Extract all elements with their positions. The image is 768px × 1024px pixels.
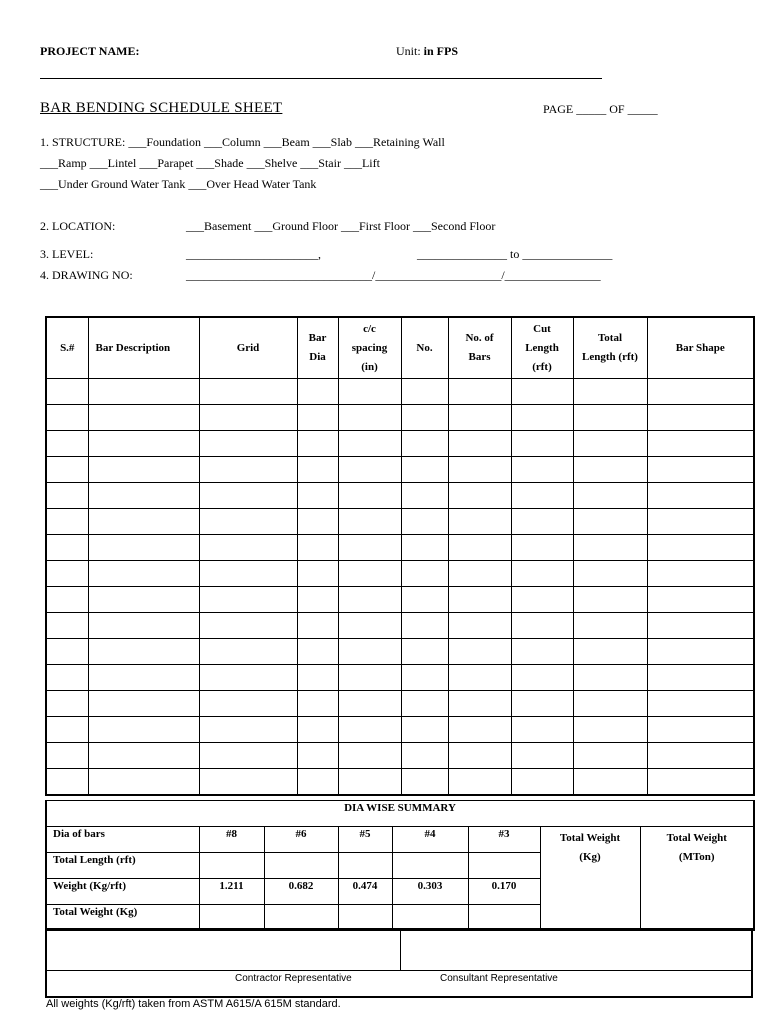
table-cell xyxy=(88,743,199,769)
bar-schedule-table xyxy=(45,316,755,796)
table-cell xyxy=(46,509,88,535)
table-cell xyxy=(199,431,297,457)
drawing-no-blanks: _______________________________/_____________________/________________ xyxy=(186,268,601,282)
table-cell xyxy=(297,743,338,769)
level-blank-1: ______________________, xyxy=(186,247,321,261)
table-cell xyxy=(88,405,199,431)
table-row xyxy=(46,665,754,691)
dia-of-bars-label: Dia of bars xyxy=(46,827,199,853)
structure-line-2: ___Ramp ___Lintel ___Parapet ___Shade ___Shelve ___Stair ___Lift xyxy=(40,156,380,170)
table-cell xyxy=(46,561,88,587)
table-cell xyxy=(511,665,573,691)
table-cell xyxy=(46,431,88,457)
table-cell xyxy=(448,717,511,743)
table-row xyxy=(46,717,754,743)
table-cell xyxy=(647,587,754,613)
table-cell xyxy=(297,665,338,691)
table-cell xyxy=(46,691,88,717)
table-cell xyxy=(511,613,573,639)
table-cell xyxy=(401,483,448,509)
table-cell xyxy=(573,509,647,535)
table-row xyxy=(46,691,754,717)
page-of-field: PAGE _____ OF _____ xyxy=(543,102,658,116)
summary-cell xyxy=(468,905,540,931)
unit-label: Unit: xyxy=(396,44,421,58)
table-cell xyxy=(88,639,199,665)
summary-cell xyxy=(264,905,338,931)
table-cell xyxy=(573,457,647,483)
table-cell xyxy=(448,483,511,509)
table-cell xyxy=(401,509,448,535)
header-sno: S.# xyxy=(46,317,88,379)
weight-per-rft-label: Weight (Kg/rft) xyxy=(46,879,199,905)
summary-cell xyxy=(338,905,392,931)
table-cell xyxy=(573,613,647,639)
location-options: ___Basement ___Ground Floor ___First Floor ___Second Floor xyxy=(186,219,496,233)
table-header-row xyxy=(46,317,754,379)
table-cell xyxy=(338,405,401,431)
table-cell xyxy=(297,561,338,587)
unit-value: in FPS xyxy=(423,44,459,58)
header-no: No. xyxy=(401,317,448,379)
table-cell xyxy=(88,457,199,483)
table-cell xyxy=(46,639,88,665)
table-cell xyxy=(647,457,754,483)
table-cell xyxy=(297,509,338,535)
sheet-title: BAR BENDING SCHEDULE SHEET xyxy=(40,100,283,116)
table-cell xyxy=(297,431,338,457)
summary-cell xyxy=(199,853,264,879)
dia-wise-summary-table xyxy=(45,800,755,931)
table-cell xyxy=(448,587,511,613)
table-cell xyxy=(338,483,401,509)
table-cell xyxy=(401,431,448,457)
table-cell xyxy=(338,743,401,769)
weight-cell: 1.211 xyxy=(199,879,264,905)
table-cell xyxy=(338,613,401,639)
table-cell xyxy=(88,535,199,561)
signature-divider xyxy=(400,930,401,970)
table-cell xyxy=(511,379,573,405)
table-row xyxy=(46,535,754,561)
table-cell xyxy=(338,535,401,561)
table-cell xyxy=(573,769,647,796)
table-cell xyxy=(88,613,199,639)
table-row xyxy=(46,639,754,665)
total-weight-kg-header: Total Weight (Kg) xyxy=(540,827,640,931)
table-cell xyxy=(199,561,297,587)
table-cell xyxy=(647,613,754,639)
level-label: 3. LEVEL: xyxy=(40,247,94,261)
table-cell xyxy=(448,743,511,769)
table-cell xyxy=(511,535,573,561)
table-row xyxy=(46,769,754,796)
table-cell xyxy=(297,483,338,509)
summary-title: DIA WISE SUMMARY xyxy=(46,801,754,827)
table-cell xyxy=(199,639,297,665)
table-cell xyxy=(338,665,401,691)
summary-cell xyxy=(199,905,264,931)
table-cell xyxy=(199,587,297,613)
unit-field xyxy=(396,44,458,59)
table-cell xyxy=(647,561,754,587)
table-cell xyxy=(448,691,511,717)
structure-line-1: 1. STRUCTURE: ___Foundation ___Column ___Beam ___Slab ___Retaining Wall xyxy=(40,135,445,149)
table-row xyxy=(46,457,754,483)
table-cell xyxy=(46,483,88,509)
table-cell xyxy=(401,769,448,796)
table-cell xyxy=(297,535,338,561)
table-cell xyxy=(647,769,754,796)
summary-cell xyxy=(392,853,468,879)
table-cell xyxy=(46,457,88,483)
location-label: 2. LOCATION: xyxy=(40,219,116,233)
table-cell xyxy=(338,457,401,483)
table-cell xyxy=(401,613,448,639)
header-bar-shape: Bar Shape xyxy=(647,317,754,379)
table-cell xyxy=(448,561,511,587)
table-cell xyxy=(199,535,297,561)
table-cell xyxy=(199,379,297,405)
project-name-label: PROJECT NAME: xyxy=(40,44,140,58)
table-cell xyxy=(338,587,401,613)
table-cell xyxy=(338,691,401,717)
table-cell xyxy=(511,509,573,535)
table-cell xyxy=(401,743,448,769)
table-cell xyxy=(88,717,199,743)
table-cell xyxy=(199,665,297,691)
table-cell xyxy=(88,587,199,613)
table-cell xyxy=(511,639,573,665)
table-cell xyxy=(647,639,754,665)
table-cell xyxy=(401,717,448,743)
total-weight-mton-header: Total Weight (MTon) xyxy=(640,827,754,931)
table-cell xyxy=(511,587,573,613)
table-cell xyxy=(511,769,573,796)
total-length-label: Total Length (rft) xyxy=(46,853,199,879)
weight-cell: 0.682 xyxy=(264,879,338,905)
summary-cell xyxy=(392,905,468,931)
footnote: All weights (Kg/rft) taken from ASTM A615/A 615M standard. xyxy=(46,998,341,1010)
weight-cell: 0.303 xyxy=(392,879,468,905)
table-cell xyxy=(46,769,88,796)
header-no-of-bars: No. of Bars xyxy=(448,317,511,379)
table-cell xyxy=(448,379,511,405)
table-cell xyxy=(46,405,88,431)
table-cell xyxy=(88,379,199,405)
table-cell xyxy=(401,691,448,717)
table-cell xyxy=(88,769,199,796)
table-cell xyxy=(199,483,297,509)
summary-cell xyxy=(264,853,338,879)
dia-cell: #4 xyxy=(392,827,468,853)
table-row xyxy=(46,561,754,587)
header-grid: Grid xyxy=(199,317,297,379)
total-weight-kg-label: Total Weight (Kg) xyxy=(46,905,199,931)
table-cell xyxy=(297,717,338,743)
table-cell xyxy=(401,665,448,691)
table-cell xyxy=(573,639,647,665)
table-cell xyxy=(573,587,647,613)
table-cell xyxy=(647,717,754,743)
table-cell xyxy=(448,457,511,483)
table-cell xyxy=(511,743,573,769)
table-cell xyxy=(46,665,88,691)
table-cell xyxy=(448,509,511,535)
table-row xyxy=(46,483,754,509)
table-cell xyxy=(573,743,647,769)
table-cell xyxy=(448,665,511,691)
weight-cell: 0.170 xyxy=(468,879,540,905)
table-cell xyxy=(573,691,647,717)
table-cell xyxy=(338,717,401,743)
table-cell xyxy=(647,665,754,691)
table-cell xyxy=(511,691,573,717)
table-cell xyxy=(448,431,511,457)
table-cell xyxy=(647,379,754,405)
header-cc-spacing: c/c spacing (in) xyxy=(338,317,401,379)
table-cell xyxy=(338,639,401,665)
header-bar-dia: Bar Dia xyxy=(297,317,338,379)
structure-line-3: ___Under Ground Water Tank ___Over Head Water Tank xyxy=(40,177,317,191)
table-cell xyxy=(573,535,647,561)
header-total-length: Total Length (rft) xyxy=(573,317,647,379)
signature-box xyxy=(45,928,753,998)
table-cell xyxy=(401,457,448,483)
table-row xyxy=(46,509,754,535)
table-cell xyxy=(647,483,754,509)
table-row xyxy=(46,405,754,431)
table-row xyxy=(46,743,754,769)
summary-cell xyxy=(468,853,540,879)
table-cell xyxy=(46,379,88,405)
table-cell xyxy=(199,769,297,796)
table-cell xyxy=(88,483,199,509)
table-cell xyxy=(199,613,297,639)
table-cell xyxy=(511,483,573,509)
weight-cell: 0.474 xyxy=(338,879,392,905)
table-cell xyxy=(338,379,401,405)
table-cell xyxy=(199,405,297,431)
table-cell xyxy=(338,769,401,796)
table-cell xyxy=(297,691,338,717)
table-cell xyxy=(297,613,338,639)
table-cell xyxy=(46,613,88,639)
table-cell xyxy=(338,431,401,457)
header-cut-length: Cut Length (rft) xyxy=(511,317,573,379)
table-cell xyxy=(297,769,338,796)
table-cell xyxy=(573,379,647,405)
table-row xyxy=(46,613,754,639)
table-cell xyxy=(401,379,448,405)
table-row xyxy=(46,431,754,457)
table-cell xyxy=(647,405,754,431)
table-cell xyxy=(199,509,297,535)
table-cell xyxy=(573,561,647,587)
table-cell xyxy=(199,717,297,743)
table-cell xyxy=(511,717,573,743)
table-cell xyxy=(297,457,338,483)
table-cell xyxy=(88,691,199,717)
table-cell xyxy=(46,743,88,769)
table-cell xyxy=(647,743,754,769)
table-cell xyxy=(338,561,401,587)
summary-cell xyxy=(338,853,392,879)
table-row xyxy=(46,379,754,405)
table-cell xyxy=(647,509,754,535)
table-cell xyxy=(46,535,88,561)
table-row xyxy=(46,587,754,613)
header-bar-description: Bar Description xyxy=(88,317,199,379)
dia-cell: #6 xyxy=(264,827,338,853)
dia-cell: #5 xyxy=(338,827,392,853)
project-name-underline xyxy=(40,78,602,79)
table-cell xyxy=(647,431,754,457)
table-cell xyxy=(401,405,448,431)
consultant-representative-label: Consultant Representative xyxy=(440,973,558,984)
table-cell xyxy=(88,665,199,691)
table-cell xyxy=(46,587,88,613)
table-cell xyxy=(297,379,338,405)
dia-cell: #8 xyxy=(199,827,264,853)
table-cell xyxy=(511,457,573,483)
table-cell xyxy=(401,587,448,613)
table-cell xyxy=(573,405,647,431)
table-cell xyxy=(448,405,511,431)
table-cell xyxy=(88,431,199,457)
table-cell xyxy=(297,587,338,613)
table-cell xyxy=(511,561,573,587)
table-cell xyxy=(199,457,297,483)
level-blank-2: _______________ to _______________ xyxy=(417,247,613,261)
table-cell xyxy=(511,405,573,431)
table-cell xyxy=(338,509,401,535)
table-cell xyxy=(573,717,647,743)
table-cell xyxy=(401,535,448,561)
table-cell xyxy=(199,743,297,769)
table-cell xyxy=(448,769,511,796)
table-cell xyxy=(88,561,199,587)
table-cell xyxy=(401,561,448,587)
table-cell xyxy=(199,691,297,717)
table-cell xyxy=(46,717,88,743)
table-cell xyxy=(511,431,573,457)
table-cell xyxy=(448,535,511,561)
dia-cell: #3 xyxy=(468,827,540,853)
table-cell xyxy=(401,639,448,665)
table-cell xyxy=(297,639,338,665)
table-cell xyxy=(573,483,647,509)
signature-baseline xyxy=(47,970,751,971)
table-cell xyxy=(448,613,511,639)
table-cell xyxy=(647,535,754,561)
drawing-no-label: 4. DRAWING NO: xyxy=(40,268,133,282)
table-cell xyxy=(297,405,338,431)
table-cell xyxy=(88,509,199,535)
table-cell xyxy=(647,691,754,717)
table-cell xyxy=(573,665,647,691)
table-cell xyxy=(448,639,511,665)
contractor-representative-label: Contractor Representative xyxy=(235,973,352,984)
table-cell xyxy=(573,431,647,457)
